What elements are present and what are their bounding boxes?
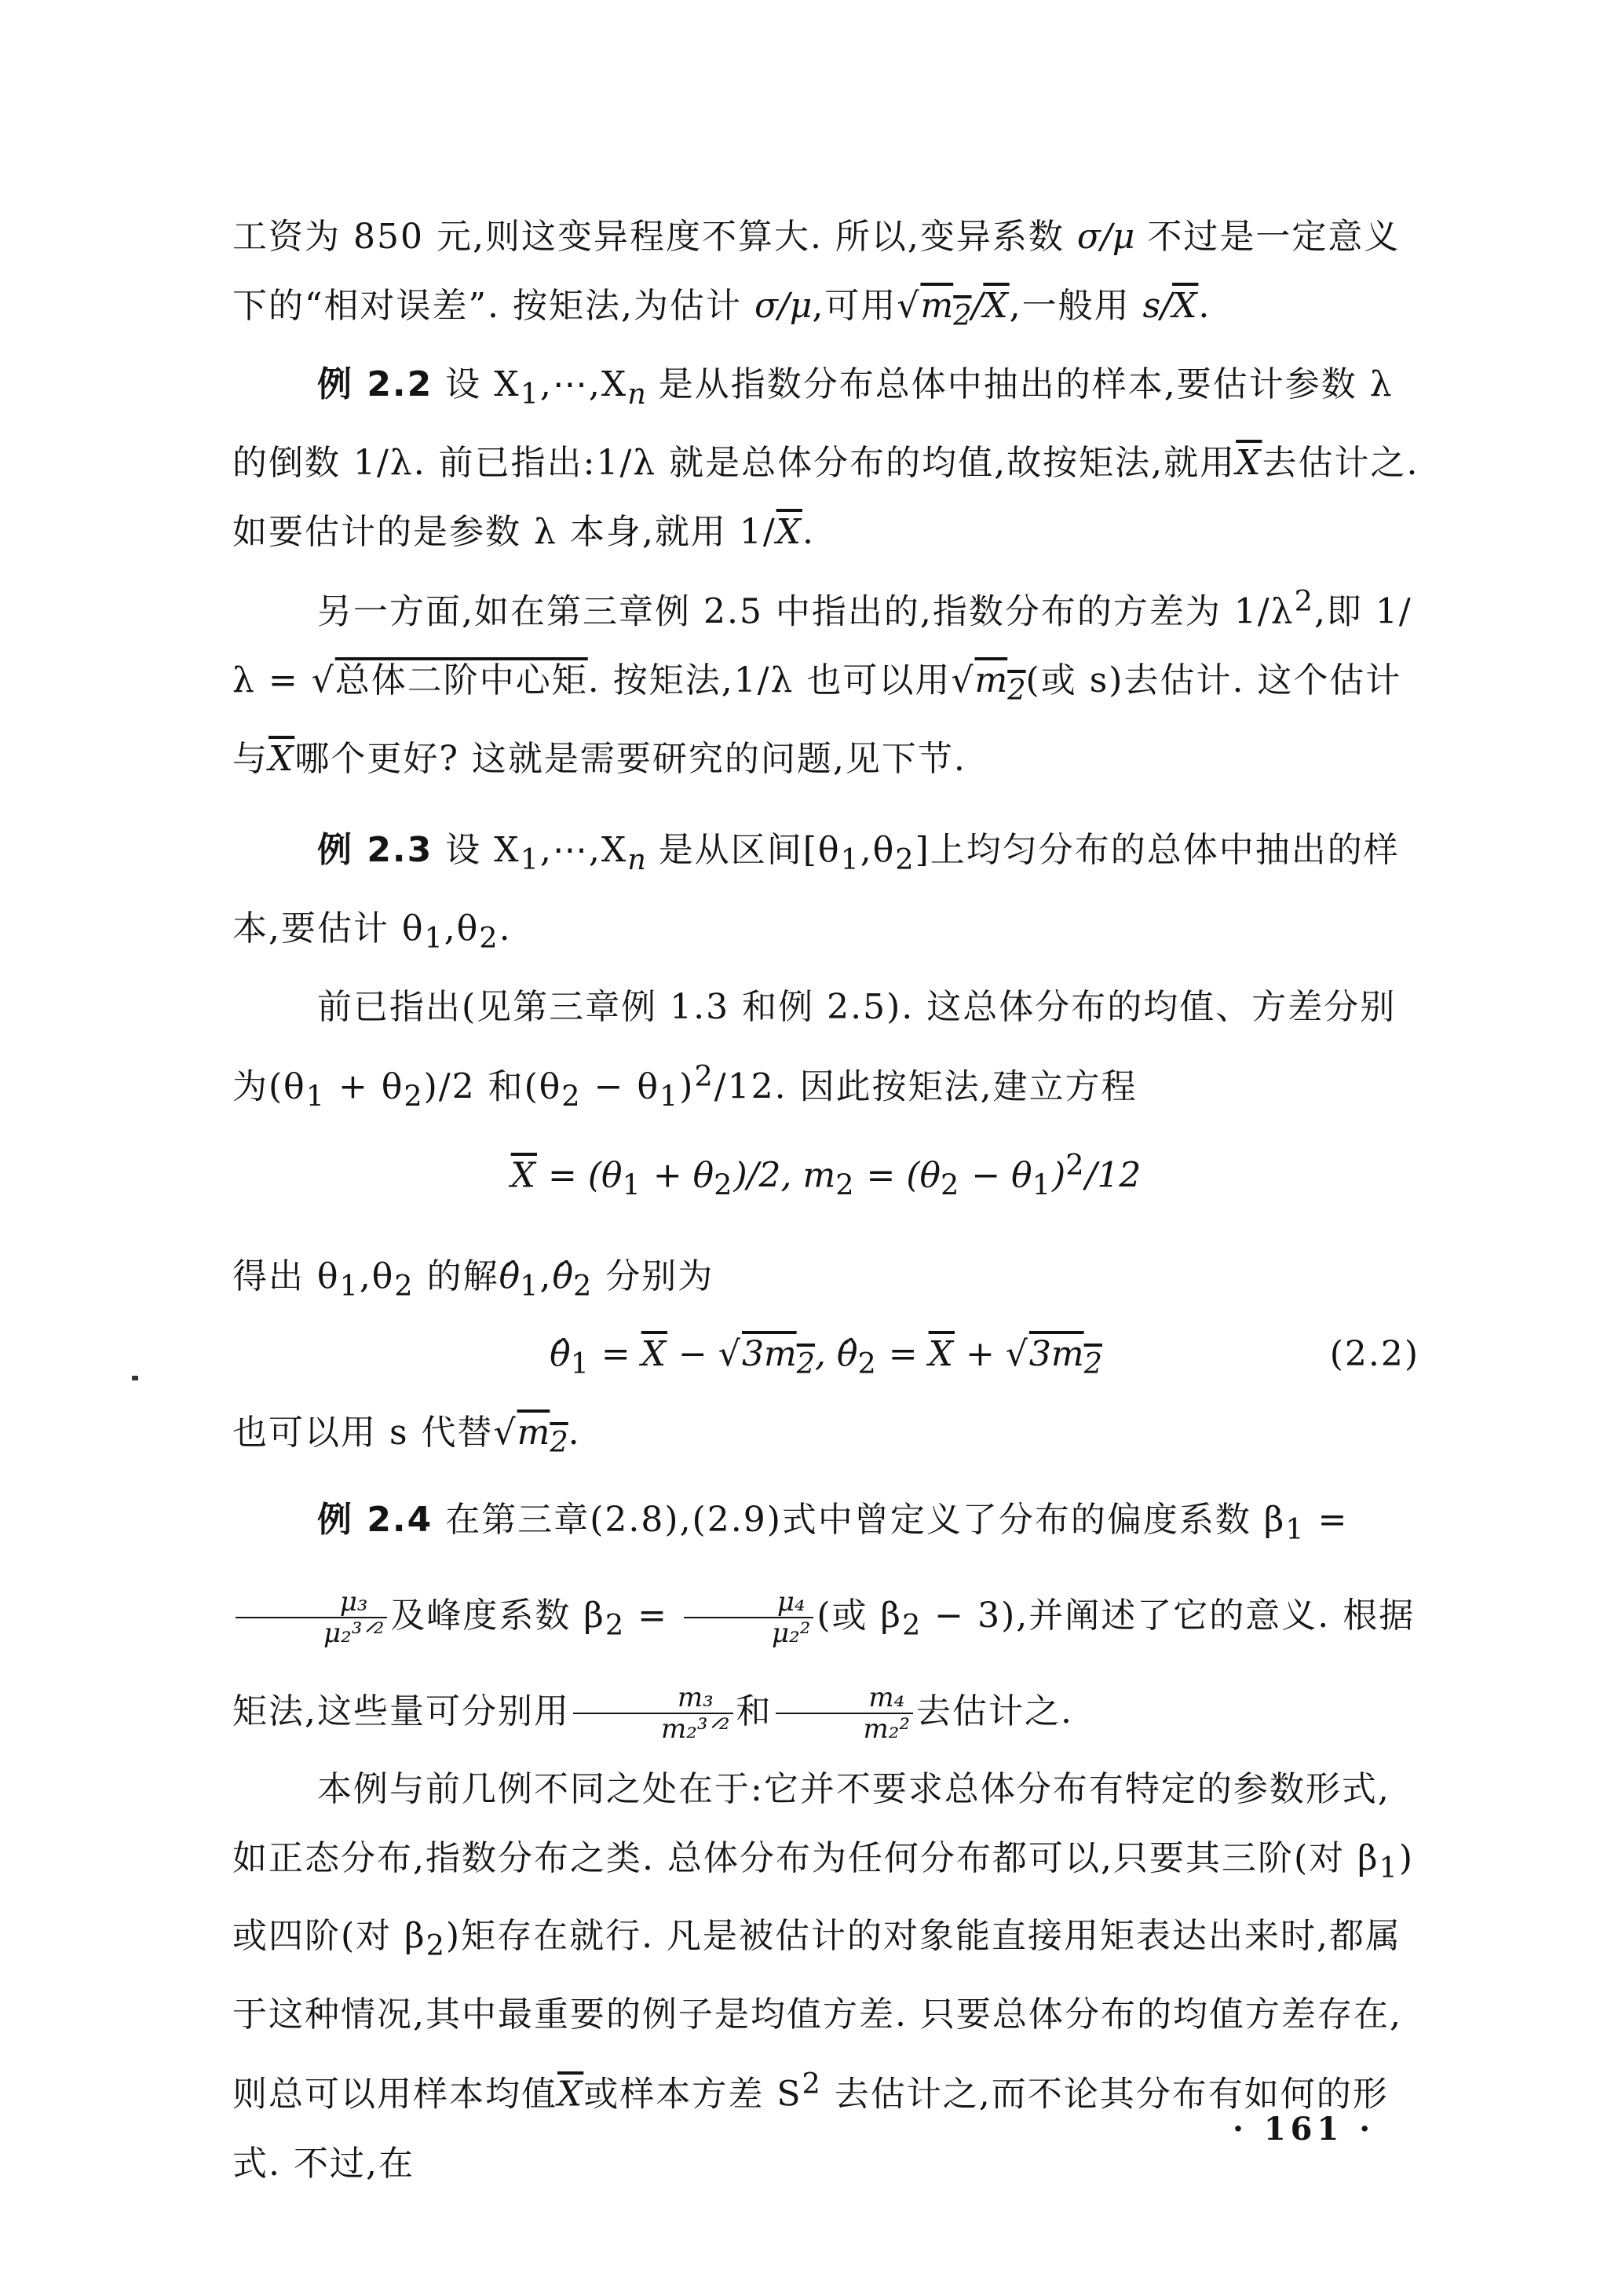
math-slash: / — [971, 286, 984, 326]
subscript: 2 — [404, 1079, 424, 1113]
text-run: 设 X — [445, 830, 521, 871]
text-run: 工资为 850 元,则这变异程度不算大. 所以,变异系数 — [232, 217, 1077, 257]
page-number: · 161 · — [1233, 2111, 1375, 2148]
text-run: ,即 1/λ = — [232, 591, 1412, 701]
math-run: − — [667, 1334, 718, 1375]
text-run: + θ — [325, 1066, 404, 1107]
body-text — [232, 203, 1419, 2199]
math-xbar: $\overline{X}$ — [928, 1334, 955, 1375]
text-run: ,θ — [359, 1256, 395, 1296]
text-run: 去估计之. 如要估计的是参数 λ 本身,就用 1/ — [232, 442, 1419, 552]
fraction-numerator: m₄ — [776, 1683, 914, 1714]
superscript: 2 — [802, 2067, 822, 2101]
subscript: 2 — [561, 1079, 582, 1113]
subscript: 2 — [1083, 1347, 1102, 1381]
text-run: 在第三章(2.8),(2.9)式中曾定义了分布的偏度系数 β — [445, 1499, 1286, 1540]
subscript: 2 — [479, 920, 499, 955]
text-run: )/2 和(θ — [423, 1066, 562, 1107]
paragraph — [232, 203, 1419, 350]
text-run: )或四阶(对 β — [232, 1837, 1415, 1957]
math-xbar: $\overline{X}$ — [983, 286, 1010, 326]
fraction-skewness — [236, 1587, 387, 1648]
subscript: 2 — [714, 1168, 734, 1202]
subscript: 1 — [659, 1079, 680, 1113]
math-run: = — [877, 1334, 929, 1375]
math-xbar: $\overline{X}$ — [1236, 442, 1262, 483]
math-xbar: $\overline{X}$ — [776, 511, 802, 552]
sqrt-m2 — [897, 286, 972, 332]
math-sigma-over-mu: σ/μ — [754, 286, 813, 326]
fraction-sample-skewness — [573, 1683, 733, 1744]
fraction-denominator: μ₂³ᐟ² — [323, 1618, 385, 1650]
subscript: 2 — [835, 1168, 856, 1202]
subscript: 2 — [605, 1607, 626, 1642]
text-run: (或 β — [816, 1595, 902, 1636]
math-sigma-over-mu: σ/μ — [1076, 217, 1135, 257]
paragraph-example-2-3 — [232, 816, 1419, 973]
math-theta-hat: θ̂ — [836, 1334, 858, 1375]
superscript: 2 — [1065, 1148, 1086, 1183]
example-label: 例 2.4 — [317, 1499, 433, 1540]
text-run: ]上均匀分布的总体中抽出的样本,要估计 θ — [232, 830, 1400, 949]
paragraph-example-2-4 — [232, 1477, 1419, 1755]
text-run: = — [1305, 1499, 1349, 1540]
subscript: 1 — [570, 1347, 590, 1381]
math-run: )/2, m — [733, 1155, 836, 1196]
subscript: 2 — [796, 1347, 815, 1381]
text-run: 得出 θ — [232, 1256, 340, 1296]
math-xbar: $\overline{X}$ — [510, 1155, 537, 1196]
equation-moment-system — [232, 1131, 1419, 1219]
text-run: . 按矩法,1/λ 也可以用 — [587, 660, 952, 701]
math-theta-hat: θ̂ — [550, 1334, 571, 1375]
math-run: /12 — [1085, 1155, 1142, 1196]
text-run: ) — [679, 1066, 695, 1107]
scan-speck — [132, 1376, 138, 1380]
text-run: − 3),并阐述了它的意义. 根据矩法,这些量可分别用 — [232, 1595, 1416, 1731]
math-run: ) — [1052, 1155, 1066, 1196]
text-run: 的解 — [414, 1256, 499, 1296]
subscript: 1 — [520, 1268, 540, 1303]
fraction-denominator: m₂² — [863, 1713, 911, 1746]
text-run: = — [625, 1595, 681, 1636]
text-run: )矩存在就行. 凡是被估计的对象能直接用矩表达出来时,都属于这种情况,其中最重要的例子是均值方差. 只要总体分布的均值方差存在,则总可以用样本均值 — [232, 1916, 1402, 2115]
subscript: n — [627, 376, 646, 411]
sqrt-m2 — [951, 660, 1026, 707]
text-run: 哪个更好? 这就是需要研究的问题,见下节. — [294, 739, 966, 780]
subscript: 2 — [895, 842, 915, 876]
sqrt-m2 — [494, 1413, 568, 1459]
text-run: 本例与前几例不同之处在于:它并不要求总体分布有特定的参数形式,如正态分布,指数分布之类. 总体分布为任何分布都可以,只要其三阶(对 β — [232, 1768, 1390, 1878]
subscript: 2 — [550, 1424, 568, 1459]
math-run: − θ — [960, 1155, 1032, 1196]
paragraph — [232, 1242, 1419, 1321]
text-run: 去估计之,而不论其分布有如何的形式. 不过,在 — [232, 2074, 1389, 2184]
text-run: 去估计之. — [916, 1691, 1074, 1731]
example-label: 例 2.2 — [317, 364, 433, 404]
fraction-numerator: μ₃ — [236, 1587, 387, 1618]
subscript: 2 — [1007, 673, 1026, 707]
subscript: 1 — [1285, 1512, 1306, 1546]
text-run: 和 — [736, 1691, 773, 1731]
text-run: , — [539, 1256, 553, 1296]
text-run: 是从区间[θ — [645, 830, 841, 871]
subscript: 1 — [1379, 1850, 1399, 1885]
math-theta-hat: θ̂ — [499, 1256, 521, 1296]
math-xbar: $\overline{X}$ — [269, 739, 295, 780]
subscript: 2 — [857, 1347, 878, 1381]
superscript: 2 — [1294, 583, 1314, 618]
superscript: 2 — [694, 1058, 714, 1093]
subscript: n — [627, 842, 646, 876]
text-run: 是从指数分布总体中抽出的样本,要估计参数 λ 的倒数 1/λ. 前已指出:1/λ 就是总体分布的均值,故按矩法,就用 — [232, 364, 1394, 483]
fraction-denominator: μ₂² — [772, 1618, 811, 1650]
text-run: 另一方面,如在第三章例 2.5 中指出的,指数分布的方差为 1/λ — [317, 591, 1295, 632]
subscript: 1 — [520, 842, 540, 876]
math-var: m — [920, 286, 954, 326]
subscript: 1 — [1032, 1168, 1053, 1202]
text-run: − θ — [581, 1066, 659, 1107]
subscript: 1 — [339, 1268, 360, 1303]
math-theta-hat: θ̂ — [552, 1256, 573, 1296]
math-run: = (θ — [537, 1155, 623, 1196]
text-run: . — [568, 1413, 581, 1453]
text-run: 设 X — [445, 364, 521, 404]
fraction-kurtosis — [684, 1587, 813, 1648]
subscript: 2 — [572, 1268, 594, 1303]
math-run: + θ — [641, 1155, 714, 1196]
equation-2-2 — [232, 1320, 1419, 1398]
text-run: /12. 因此按矩法,建立方程 — [714, 1066, 1138, 1107]
subscript: 2 — [901, 1607, 922, 1642]
sqrt-central-moment — [312, 660, 588, 700]
math-var: 3m — [741, 1334, 797, 1375]
math-var: m — [517, 1413, 550, 1453]
text-run: 及峰度系数 β — [390, 1595, 605, 1636]
math-xbar: $\overline{X}$ — [641, 1334, 668, 1375]
example-label: 例 2.3 — [317, 830, 433, 871]
text-run: ,⋯,X — [539, 364, 628, 404]
subscript: 1 — [520, 376, 540, 411]
paragraph — [232, 973, 1419, 1131]
text-run: 也可以用 s 代替 — [232, 1413, 494, 1453]
text-run: 分别为 — [593, 1256, 714, 1296]
subscript: 2 — [394, 1268, 415, 1303]
math-run: = (θ — [855, 1155, 941, 1196]
subscript: 1 — [305, 1079, 326, 1113]
text-run: 前已指出(见第三章例 1.3 和例 2.5). 这总体分布的均值、方差分别为(θ — [232, 986, 1397, 1107]
paragraph-example-2-2 — [232, 350, 1419, 567]
math-run: = — [590, 1334, 641, 1375]
text-run: . — [802, 511, 815, 552]
fraction-numerator: m₃ — [573, 1683, 733, 1714]
text-run: ,θ — [444, 908, 480, 949]
paragraph — [232, 567, 1419, 794]
subscript: 2 — [941, 1168, 961, 1202]
subscript: 2 — [426, 1929, 446, 1963]
fraction-sample-kurtosis — [776, 1683, 914, 1744]
math-run: + — [954, 1334, 1006, 1375]
math-slash: / — [1160, 286, 1173, 326]
equation-number: (2.2) — [1329, 1334, 1419, 1375]
subscript: 1 — [840, 842, 860, 876]
subscript: 1 — [424, 920, 444, 955]
text-run: 或样本方差 S — [583, 2074, 802, 2115]
subscript: 2 — [953, 298, 972, 332]
text-run: ,⋯,X — [539, 830, 628, 871]
fraction-numerator: μ₄ — [684, 1587, 813, 1618]
math-xbar: $\overline{X}$ — [557, 2074, 584, 2115]
sqrt-3m2 — [718, 1334, 815, 1381]
math-run: , — [815, 1334, 837, 1375]
math-var: m — [974, 660, 1008, 701]
sqrt-3m2 — [1006, 1334, 1102, 1381]
text-run: ,一般用 — [1009, 286, 1143, 326]
text-run: (或 s)去估计. 这个估计与 — [232, 660, 1402, 780]
text-run: ,θ — [860, 830, 896, 871]
math-xbar: $\overline{X}$ — [1172, 286, 1199, 326]
fraction-denominator: m₂³ᐟ² — [661, 1713, 730, 1746]
subscript: 1 — [622, 1168, 642, 1202]
text-run: ,可用 — [812, 286, 897, 326]
math-var: s — [1142, 286, 1161, 326]
math-var: 3m — [1028, 1334, 1084, 1375]
text-run: . — [1198, 286, 1211, 326]
paragraph — [232, 1398, 1419, 1477]
radicand-text: 总体二阶中心矩 — [334, 660, 588, 701]
text-run: . — [499, 908, 512, 949]
text-run: 不过是一定意义下的“相对误差”. 按矩法,为估计 — [232, 217, 1401, 326]
